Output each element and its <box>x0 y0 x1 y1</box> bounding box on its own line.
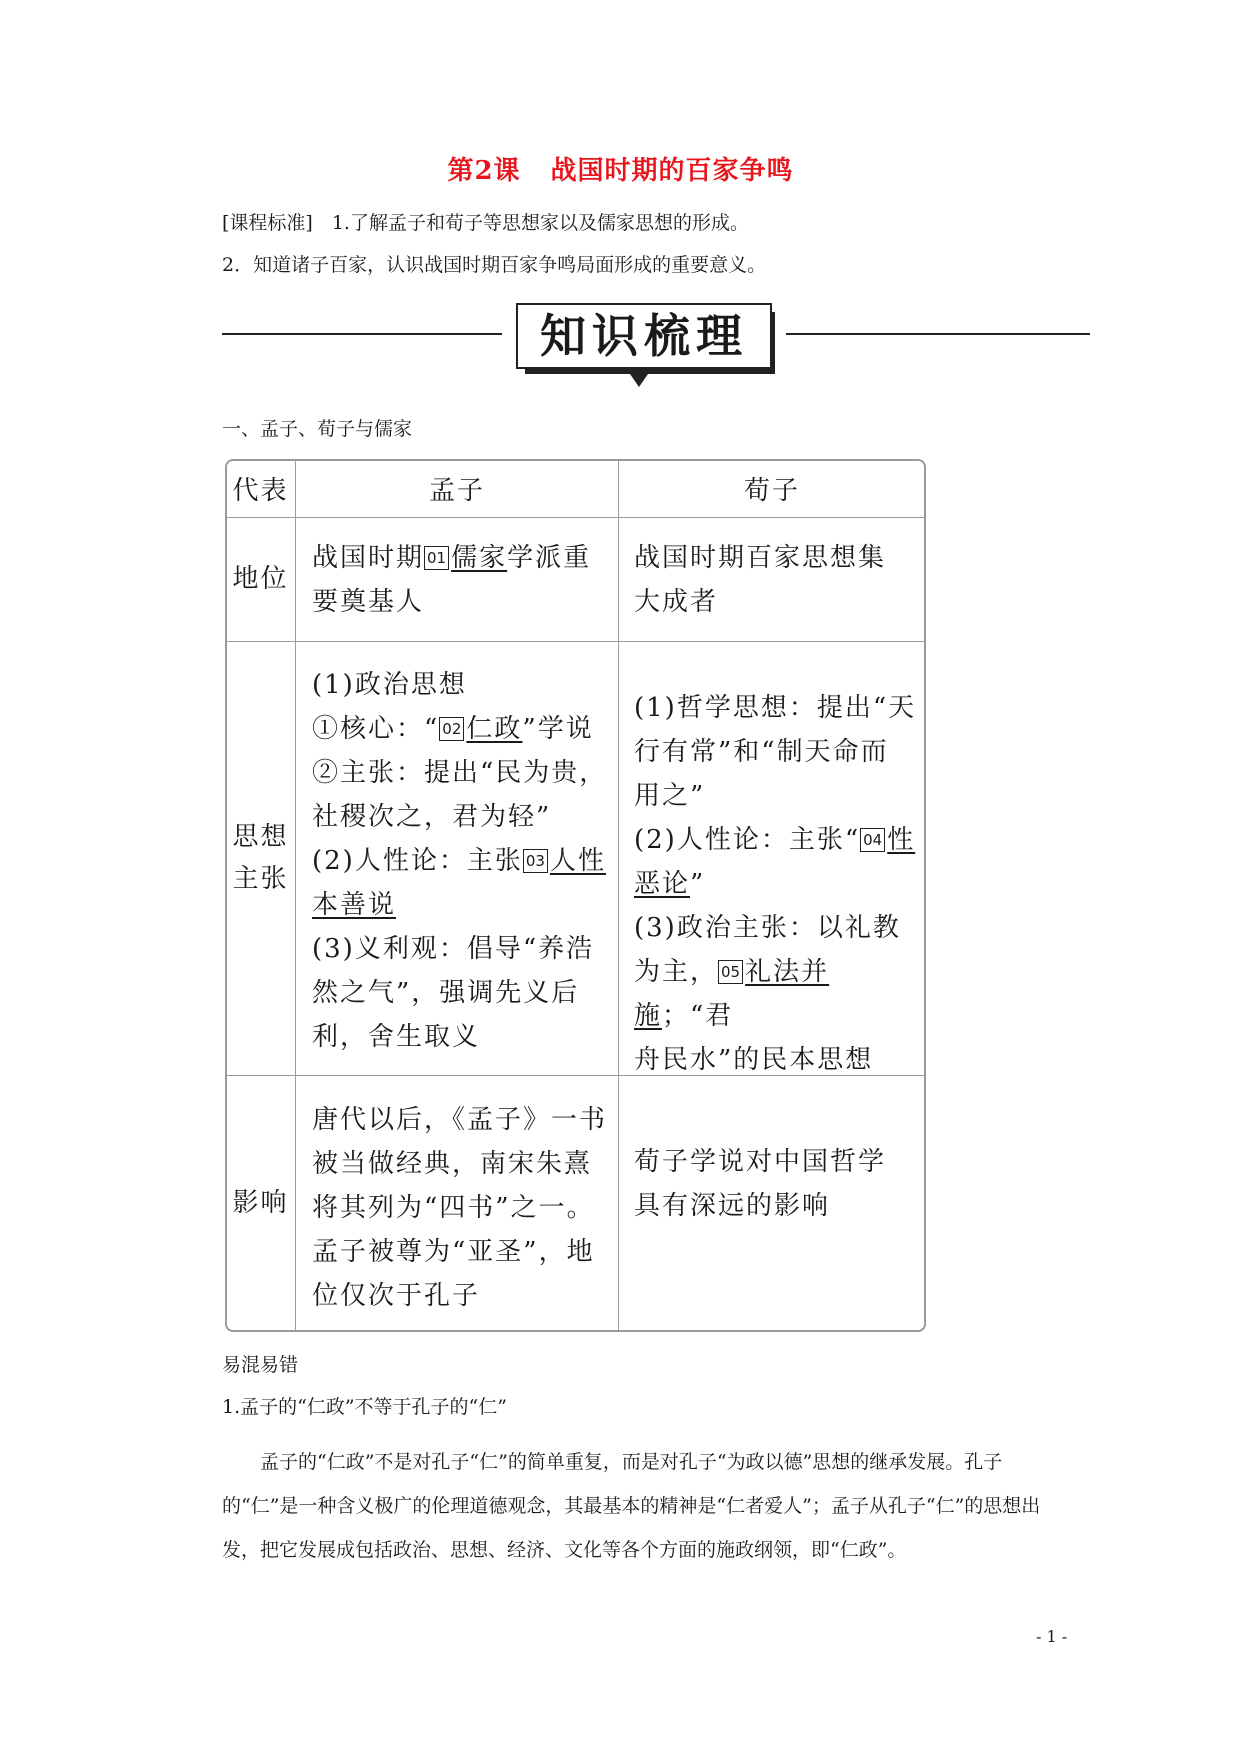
mencius-status: 战国时期 01 儒家学派重 要奠基人 <box>312 543 592 617</box>
table-header-xunzi: 荀子 <box>743 476 800 506</box>
banner-shadow <box>525 369 775 374</box>
table-header-representative: 代表 <box>232 476 289 506</box>
answer-text: 恶论 <box>634 869 691 899</box>
answer-number-badge: 03 <box>523 849 548 873</box>
course-standard-line-2: 2．知道诸子百家，认识战国时期百家争鸣局面形成的重要意义。 <box>222 254 767 276</box>
course-standard-line-1: [课程标准] 1.了解孟子和荀子等思想家以及儒家思想的形成。 <box>222 212 749 234</box>
banner-rule-right <box>786 333 1090 335</box>
answer-text: 人性 <box>549 846 606 876</box>
answer-text: 儒家 <box>451 543 508 573</box>
table-header-mencius: 孟子 <box>428 476 485 506</box>
confusion-heading: 易混易错 <box>222 1354 299 1376</box>
answer-number-badge: 05 <box>718 960 743 984</box>
table-divider <box>618 460 619 1331</box>
table-divider <box>226 641 925 642</box>
section-heading: 一、孟子、荀子与儒家 <box>222 418 413 440</box>
answer-number-badge: 02 <box>439 717 464 741</box>
lesson-number: 第2课 <box>447 156 521 186</box>
table-divider <box>226 517 925 518</box>
row-label-status: 地位 <box>232 564 289 594</box>
row-label-ideas: 思想 主张 <box>232 822 289 894</box>
lesson-title <box>0 150 1241 187</box>
table-divider <box>295 460 296 1331</box>
mencius-influence: 唐代以后，《孟子》一书 被当做经典，南宋朱熹 将其列为“四书”之一。 孟子被尊为“亚圣”，地 位仅次于孔子 <box>312 1105 608 1311</box>
row-label-influence: 影响 <box>232 1188 289 1218</box>
section-banner: 知识梳理 <box>540 309 748 363</box>
page-number: - 1 - <box>1036 1627 1068 1646</box>
xunzi-influence: 荀子学说对中国哲学 具有深远的影响 <box>634 1147 887 1221</box>
confusion-point: 1.孟子的“仁政”不等于孔子的“仁” <box>222 1396 507 1418</box>
lesson-topic: 战国时期的百家争鸣 <box>550 156 794 186</box>
answer-number-badge: 04 <box>860 828 885 852</box>
answer-text: 本善说 <box>312 890 397 920</box>
banner-pointer-icon <box>630 374 648 387</box>
answer-text: 礼法并施 <box>634 957 830 1031</box>
xunzi-ideas: (1)哲学思想：提出“天 行有常”和“制天命而 用之” (2)人性论：主张“ 04 性 恶论” (3)政治主张：以礼教 为主， 05 礼法并施；“君 舟民水”的民本思想 <box>634 693 917 1075</box>
mencius-ideas: (1)政治思想 ①核心：“ 02 仁政”学说 ②主张：提出“民为贵， 社稷次之，君为轻” (2)人性论：主张 03 人性 本善说 (3)义利观：倡导“养浩 然之气”，强调先义后 利，舍生取义 <box>312 663 612 1059</box>
answer-number-badge: 01 <box>424 546 449 570</box>
confusion-paragraph: 孟子的“仁政”不是对孔子“仁”的简单重复，而是对孔子“为政以德”思想的继承发展。孔子的“仁”是一种含义极广的伦理道德观念，其最基本的精神是“仁者爱人”；孟子从孔子“仁”的思想出发，把它发展成包括政治、思想、经济、文化等各个方面的施政纲领，即“仁政”。 <box>222 1451 1041 1561</box>
xunzi-status: 战国时期百家思想集 大成者 <box>634 543 887 617</box>
banner-rule-left <box>222 333 502 335</box>
answer-text: 性 <box>887 825 916 855</box>
answer-text: 仁政 <box>466 714 523 744</box>
